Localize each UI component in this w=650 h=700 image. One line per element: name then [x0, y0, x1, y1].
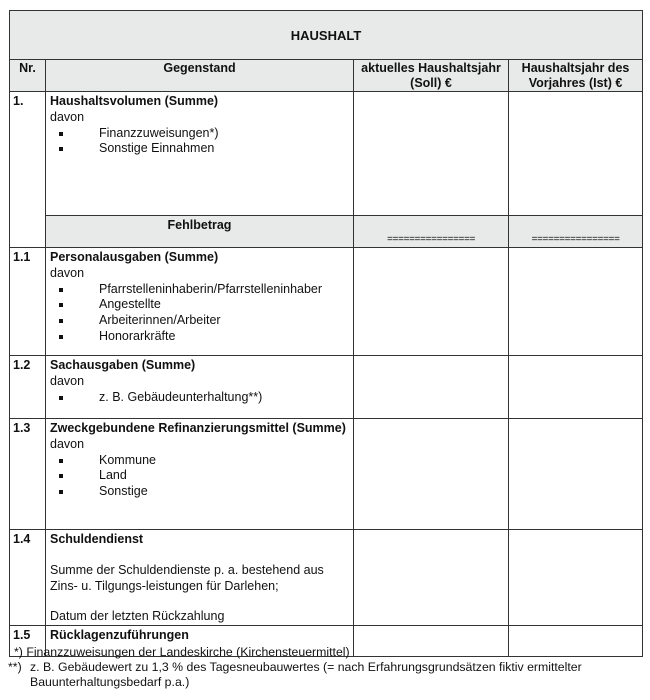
row-subject — [46, 530, 354, 626]
list-item: Sonstige Einnahmen — [50, 141, 349, 157]
soll-cell[interactable] — [354, 356, 509, 419]
list-item: Land — [50, 468, 349, 484]
row-title: Rücklagenzuführungen — [50, 628, 189, 643]
item-list — [50, 453, 349, 500]
header-nr: Nr. — [10, 60, 46, 92]
list-item: Arbeiterinnen/Arbeiter — [50, 313, 349, 329]
item-list — [50, 282, 349, 345]
row-title: Schuldendienst — [50, 532, 144, 546]
rueckzahlung-label: Datum der letzten Rückzahlung — [50, 609, 225, 624]
ist-cell[interactable] — [509, 419, 643, 530]
footnote-text: z. B. Gebäudewert zu 1,3 % des Tagesneubauwertes (= nach Erfahrungsgrundsätzen fiktiv ermittelter Bauunterhaltungsbedarf p.a.) — [30, 660, 582, 689]
row-title: Sachausgaben (Summe) — [50, 358, 196, 372]
row-subject — [46, 419, 354, 530]
row-number: 1.3 — [10, 419, 46, 530]
header-gegenstand: Gegenstand — [46, 60, 354, 92]
fehlbetrag-row — [10, 216, 643, 248]
list-item: Sonstige — [50, 484, 349, 500]
davon-label: davon — [50, 265, 85, 280]
table-row — [10, 530, 643, 626]
ist-cell[interactable] — [509, 248, 643, 356]
ist-cell[interactable] — [509, 530, 643, 626]
ist-cell[interactable] — [509, 356, 643, 419]
header-soll: aktuelles Haushaltsjahr (Soll) € — [354, 60, 509, 92]
soll-cell[interactable] — [354, 248, 509, 356]
footnote — [8, 660, 644, 690]
row-number: 1.1 — [10, 248, 46, 356]
list-item: Angestellte — [50, 297, 349, 313]
ist-cell[interactable] — [509, 92, 643, 216]
row-title: Haushaltsvolumen (Summe) — [50, 94, 219, 108]
budget-table — [9, 10, 643, 657]
table-title: HAUSHALT — [10, 11, 643, 60]
fehlbetrag-soll-marker[interactable]: ================ — [354, 216, 509, 248]
row-number: 1.4 — [10, 530, 46, 626]
row-title: Zweckgebundene Refinanzierungsmittel (Summe) — [50, 421, 346, 435]
row-subject — [46, 356, 354, 419]
fehlbetrag-label: Fehlbetrag — [46, 216, 354, 248]
davon-label: davon — [50, 436, 85, 451]
footnotes — [8, 645, 644, 690]
row-subject — [46, 248, 354, 356]
row-title: Personalausgaben (Summe) — [50, 250, 219, 264]
soll-cell[interactable] — [354, 530, 509, 626]
footnote-mark: *) — [14, 645, 23, 659]
footnote-text: Finanzzuweisungen der Landeskirche (Kirchensteuermittel) — [26, 645, 350, 659]
list-item: z. B. Gebäudeunterhaltung**) — [50, 390, 349, 406]
soll-cell[interactable] — [354, 92, 509, 216]
list-item: Kommune — [50, 453, 349, 469]
item-list — [50, 390, 349, 406]
row-subject — [46, 92, 354, 216]
footnote-mark: **) — [8, 660, 22, 674]
table-row — [10, 248, 643, 356]
list-item: Pfarrstelleninhaberin/Pfarrstelleninhaber — [50, 282, 349, 298]
table-row — [10, 356, 643, 419]
table-row — [10, 92, 643, 216]
fehlbetrag-ist-marker[interactable]: ================ — [509, 216, 643, 248]
schuldendienst-description: Summe der Schuldendienste p. a. bestehend aus Zins- u. Tilgungs-leistungen für Darlehen; — [50, 562, 324, 593]
row-number: 1.5 — [10, 626, 46, 657]
row-number: 1.2 — [10, 356, 46, 419]
list-item: Honorarkräfte — [50, 329, 349, 345]
row-number: 1. — [10, 92, 46, 248]
davon-label: davon — [50, 373, 85, 388]
davon-label: davon — [50, 109, 85, 124]
soll-cell[interactable] — [354, 419, 509, 530]
table-row — [10, 419, 643, 530]
header-ist: Haushaltsjahr des Vorjahres (Ist) € — [509, 60, 643, 92]
footnote — [14, 645, 644, 660]
item-list — [50, 126, 349, 158]
list-item: Finanzzuweisungen*) — [50, 126, 349, 142]
